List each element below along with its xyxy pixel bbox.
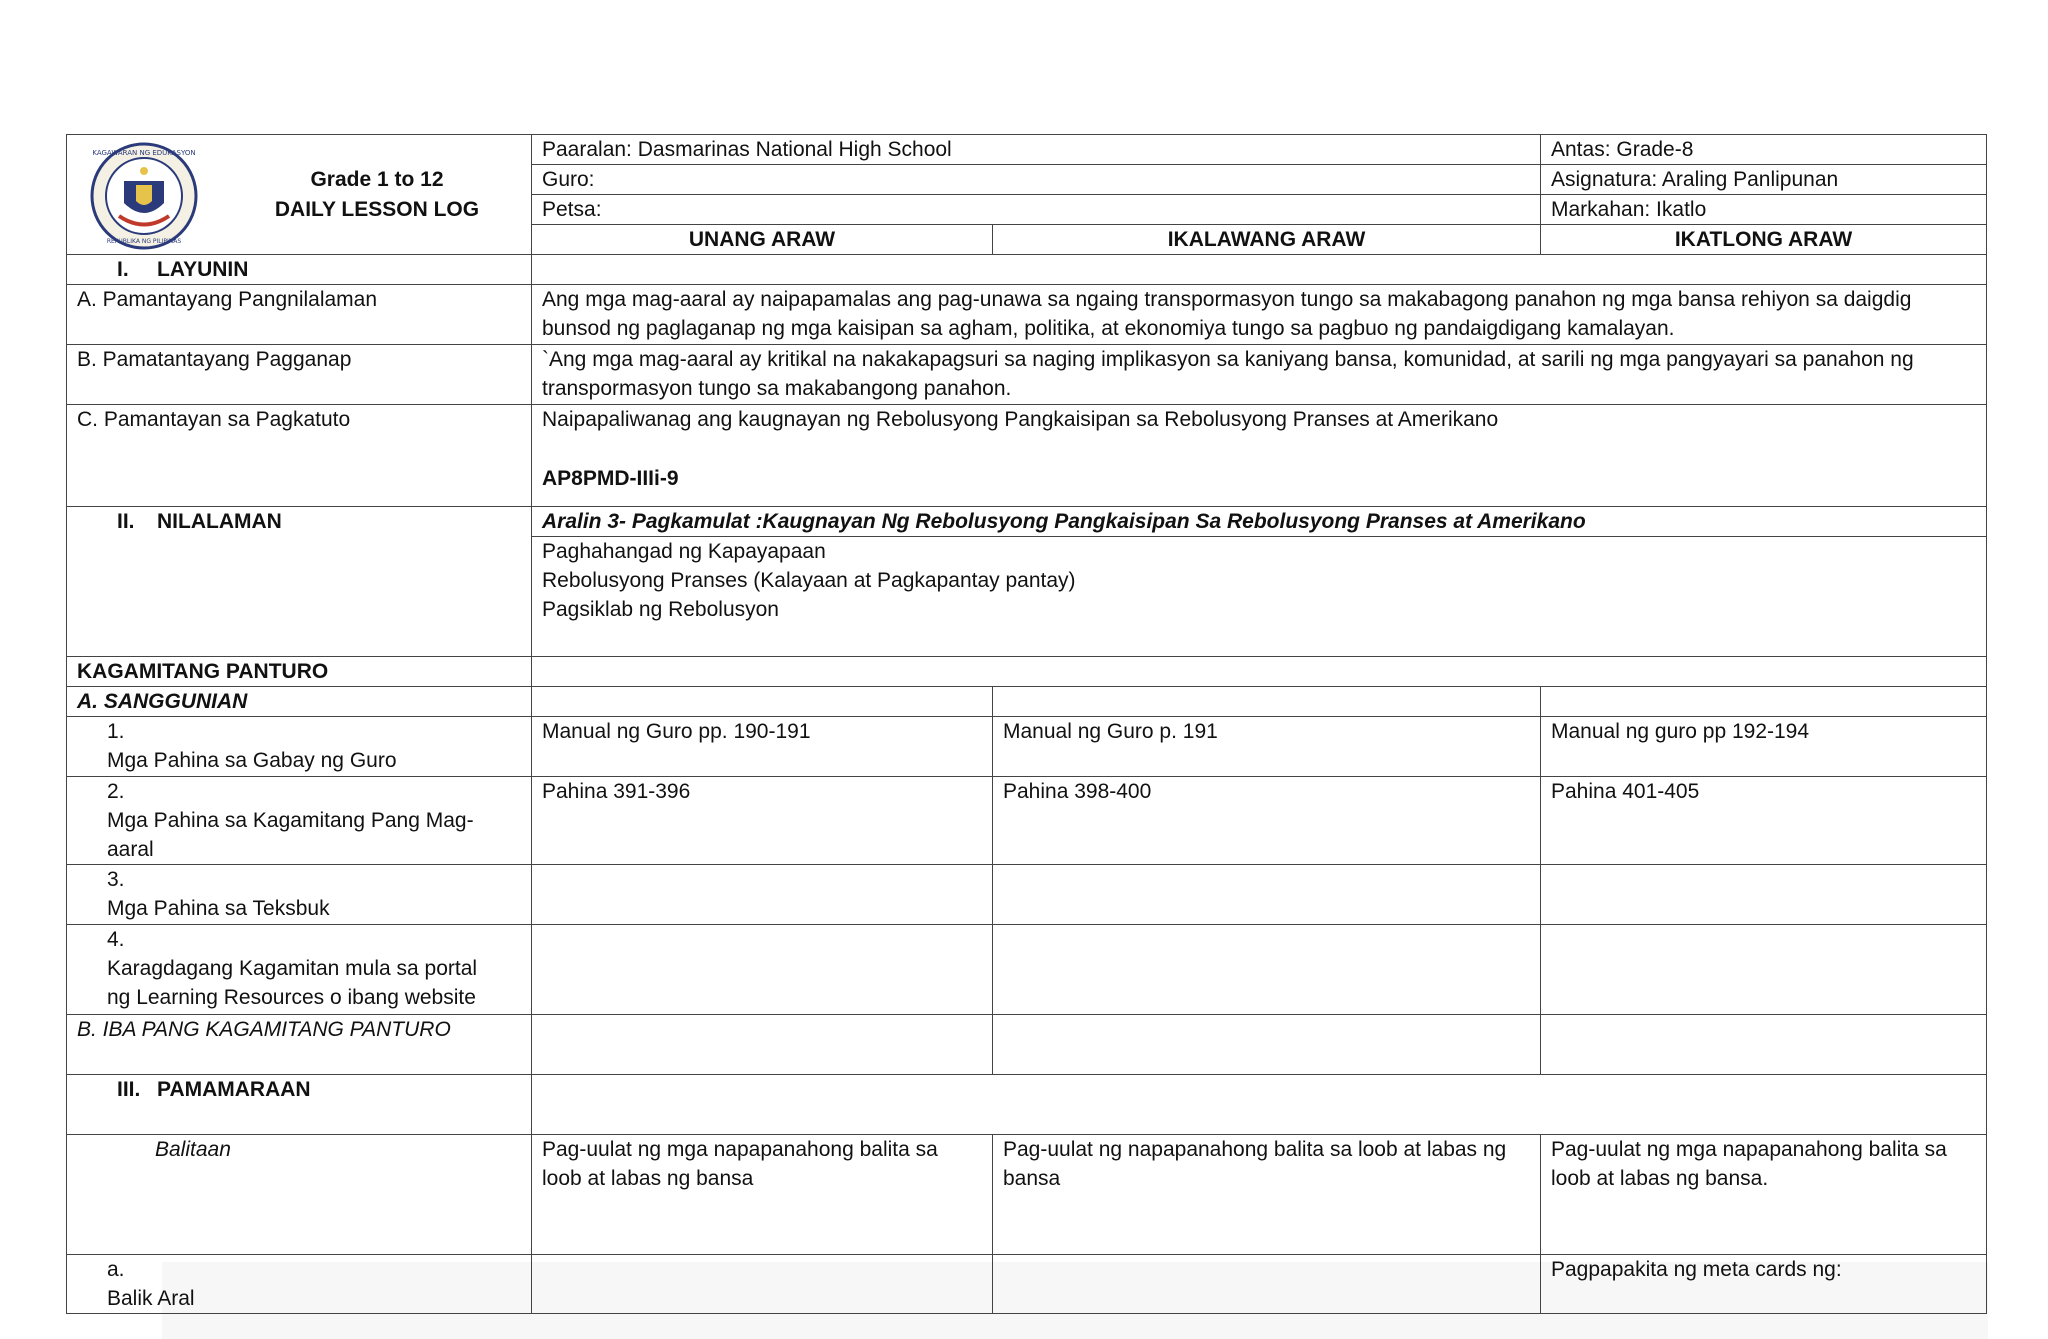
learning-competency-label: C. Pamantayan sa Pagkatuto bbox=[67, 405, 532, 507]
section-nilalaman: II. NILALAMAN bbox=[67, 507, 532, 657]
resource-day2: Pahina 398-400 bbox=[993, 777, 1541, 865]
resource-day2 bbox=[993, 865, 1541, 925]
resource-row-label: 4.Karagdagang Kagamitan mula sa portal ng Learning Resources o ibang website bbox=[67, 925, 532, 1015]
resource-row-label: 3.Mga Pahina sa Teksbuk bbox=[67, 865, 532, 925]
content-standard-label: A. Pamantayang Pangnilalaman bbox=[67, 285, 532, 345]
topic-item: Paghahangad ng Kapayapaan bbox=[542, 540, 826, 563]
performance-standard-label: B. Pamatantayang Pagganap bbox=[67, 345, 532, 405]
day3-header: IKATLONG ARAW bbox=[1541, 225, 1987, 255]
resource-day1: Manual ng Guro pp. 190-191 bbox=[532, 717, 993, 777]
subject-field: Asignatura: Araling Panlipunan bbox=[1541, 165, 1987, 195]
day2-header: IKALAWANG ARAW bbox=[993, 225, 1541, 255]
school-field: Paaralan: Dasmarinas National High School bbox=[532, 135, 1541, 165]
content-standard-text: Ang mga mag-aaral ay naipapamalas ang pag-unawa sa ngaing transpormasyon tungo sa makabagong panahon ng mga bansa rehiyon sa daigdig bunsod ng paglaganap ng mga kaisipan sa agham, politika, at ekonomiya tungo sa pagbuo ng pandaigdigang kamalayan. bbox=[532, 285, 1987, 345]
quarter-field: Markahan: Ikatlo bbox=[1541, 195, 1987, 225]
balitaan-day1: Pag-uulat ng mga napapanahong balita sa loob at labas ng bansa bbox=[532, 1135, 993, 1255]
balitaan-day3: Pag-uulat ng mga napapanahong balita sa loob at labas ng bansa. bbox=[1541, 1135, 1987, 1255]
resource-day3: Manual ng guro pp 192-194 bbox=[1541, 717, 1987, 777]
resource-day1 bbox=[532, 865, 993, 925]
lesson-topics bbox=[532, 537, 1987, 657]
date-field: Petsa: bbox=[532, 195, 1541, 225]
resource-day2: Manual ng Guro p. 191 bbox=[993, 717, 1541, 777]
daily-lesson-log-table bbox=[66, 134, 1987, 1314]
balitaan-label: Balitaan bbox=[67, 1135, 532, 1255]
section-kagamitang-panturo: KAGAMITANG PANTURO bbox=[67, 657, 532, 687]
lesson-title: Aralin 3- Pagkamulat :Kaugnayan Ng Rebolusyong Pangkaisipan Sa Rebolusyong Pranses at Amerikano bbox=[532, 507, 1987, 537]
topic-item: Pagsiklab ng Rebolusyon bbox=[542, 598, 779, 621]
learning-competency-cell bbox=[532, 405, 1987, 507]
resource-day1: Pahina 391-396 bbox=[532, 777, 993, 865]
resource-day3 bbox=[1541, 865, 1987, 925]
balitaan-day2: Pag-uulat ng napapanahong balita sa loob at labas ng bansa bbox=[993, 1135, 1541, 1255]
balik-aral-label: a.Balik Aral bbox=[67, 1255, 532, 1314]
svg-text:KAGAWARAN NG EDUKASYON: KAGAWARAN NG EDUKASYON bbox=[92, 149, 196, 157]
grade-field: Antas: Grade-8 bbox=[1541, 135, 1987, 165]
balik-aral-day3: Pagpapakita ng meta cards ng: bbox=[1541, 1255, 1987, 1314]
teacher-field: Guro: bbox=[532, 165, 1541, 195]
resource-day1 bbox=[532, 925, 993, 1015]
performance-standard-text: `Ang mga mag-aaral ay kritikal na nakakapagsuri sa naging implikasyon sa kaniyang bansa, komunidad, at sarili ng mga pangyayari sa panahon ng transpormasyon tungo sa makabangong panahon. bbox=[532, 345, 1987, 405]
header-cell bbox=[67, 135, 532, 255]
resource-day3: Pahina 401-405 bbox=[1541, 777, 1987, 865]
day1-header: UNANG ARAW bbox=[532, 225, 993, 255]
learning-code: AP8PMD-IIIi-9 bbox=[542, 467, 679, 490]
document-title: Grade 1 to 12 DAILY LESSON LOG bbox=[274, 168, 480, 221]
learning-competency-text: Naipapaliwanag ang kaugnayan ng Rebolusyong Pangkaisipan sa Rebolusyong Pranses at Amerikano bbox=[542, 408, 1499, 431]
section-layunin: I. LAYUNIN bbox=[67, 255, 532, 285]
topic-item: Rebolusyong Pranses (Kalayaan at Pagkapantay pantay) bbox=[542, 569, 1076, 592]
section-pamamaraan: III. PAMAMARAAN bbox=[67, 1075, 532, 1135]
resource-row-label: 2.Mga Pahina sa Kagamitang Pang Mag-aaral bbox=[67, 777, 532, 865]
resource-row-label: 1.Mga Pahina sa Gabay ng Guro bbox=[67, 717, 532, 777]
deped-seal-logo bbox=[89, 141, 199, 251]
other-materials-label: B. IBA PANG KAGAMITANG PANTURO bbox=[67, 1015, 532, 1075]
resource-day3 bbox=[1541, 925, 1987, 1015]
resource-day2 bbox=[993, 925, 1541, 1015]
sanggunian-label: A. SANGGUNIAN bbox=[67, 687, 532, 717]
svg-text:REPUBLIKA NG PILIPINAS: REPUBLIKA NG PILIPINAS bbox=[106, 238, 182, 245]
